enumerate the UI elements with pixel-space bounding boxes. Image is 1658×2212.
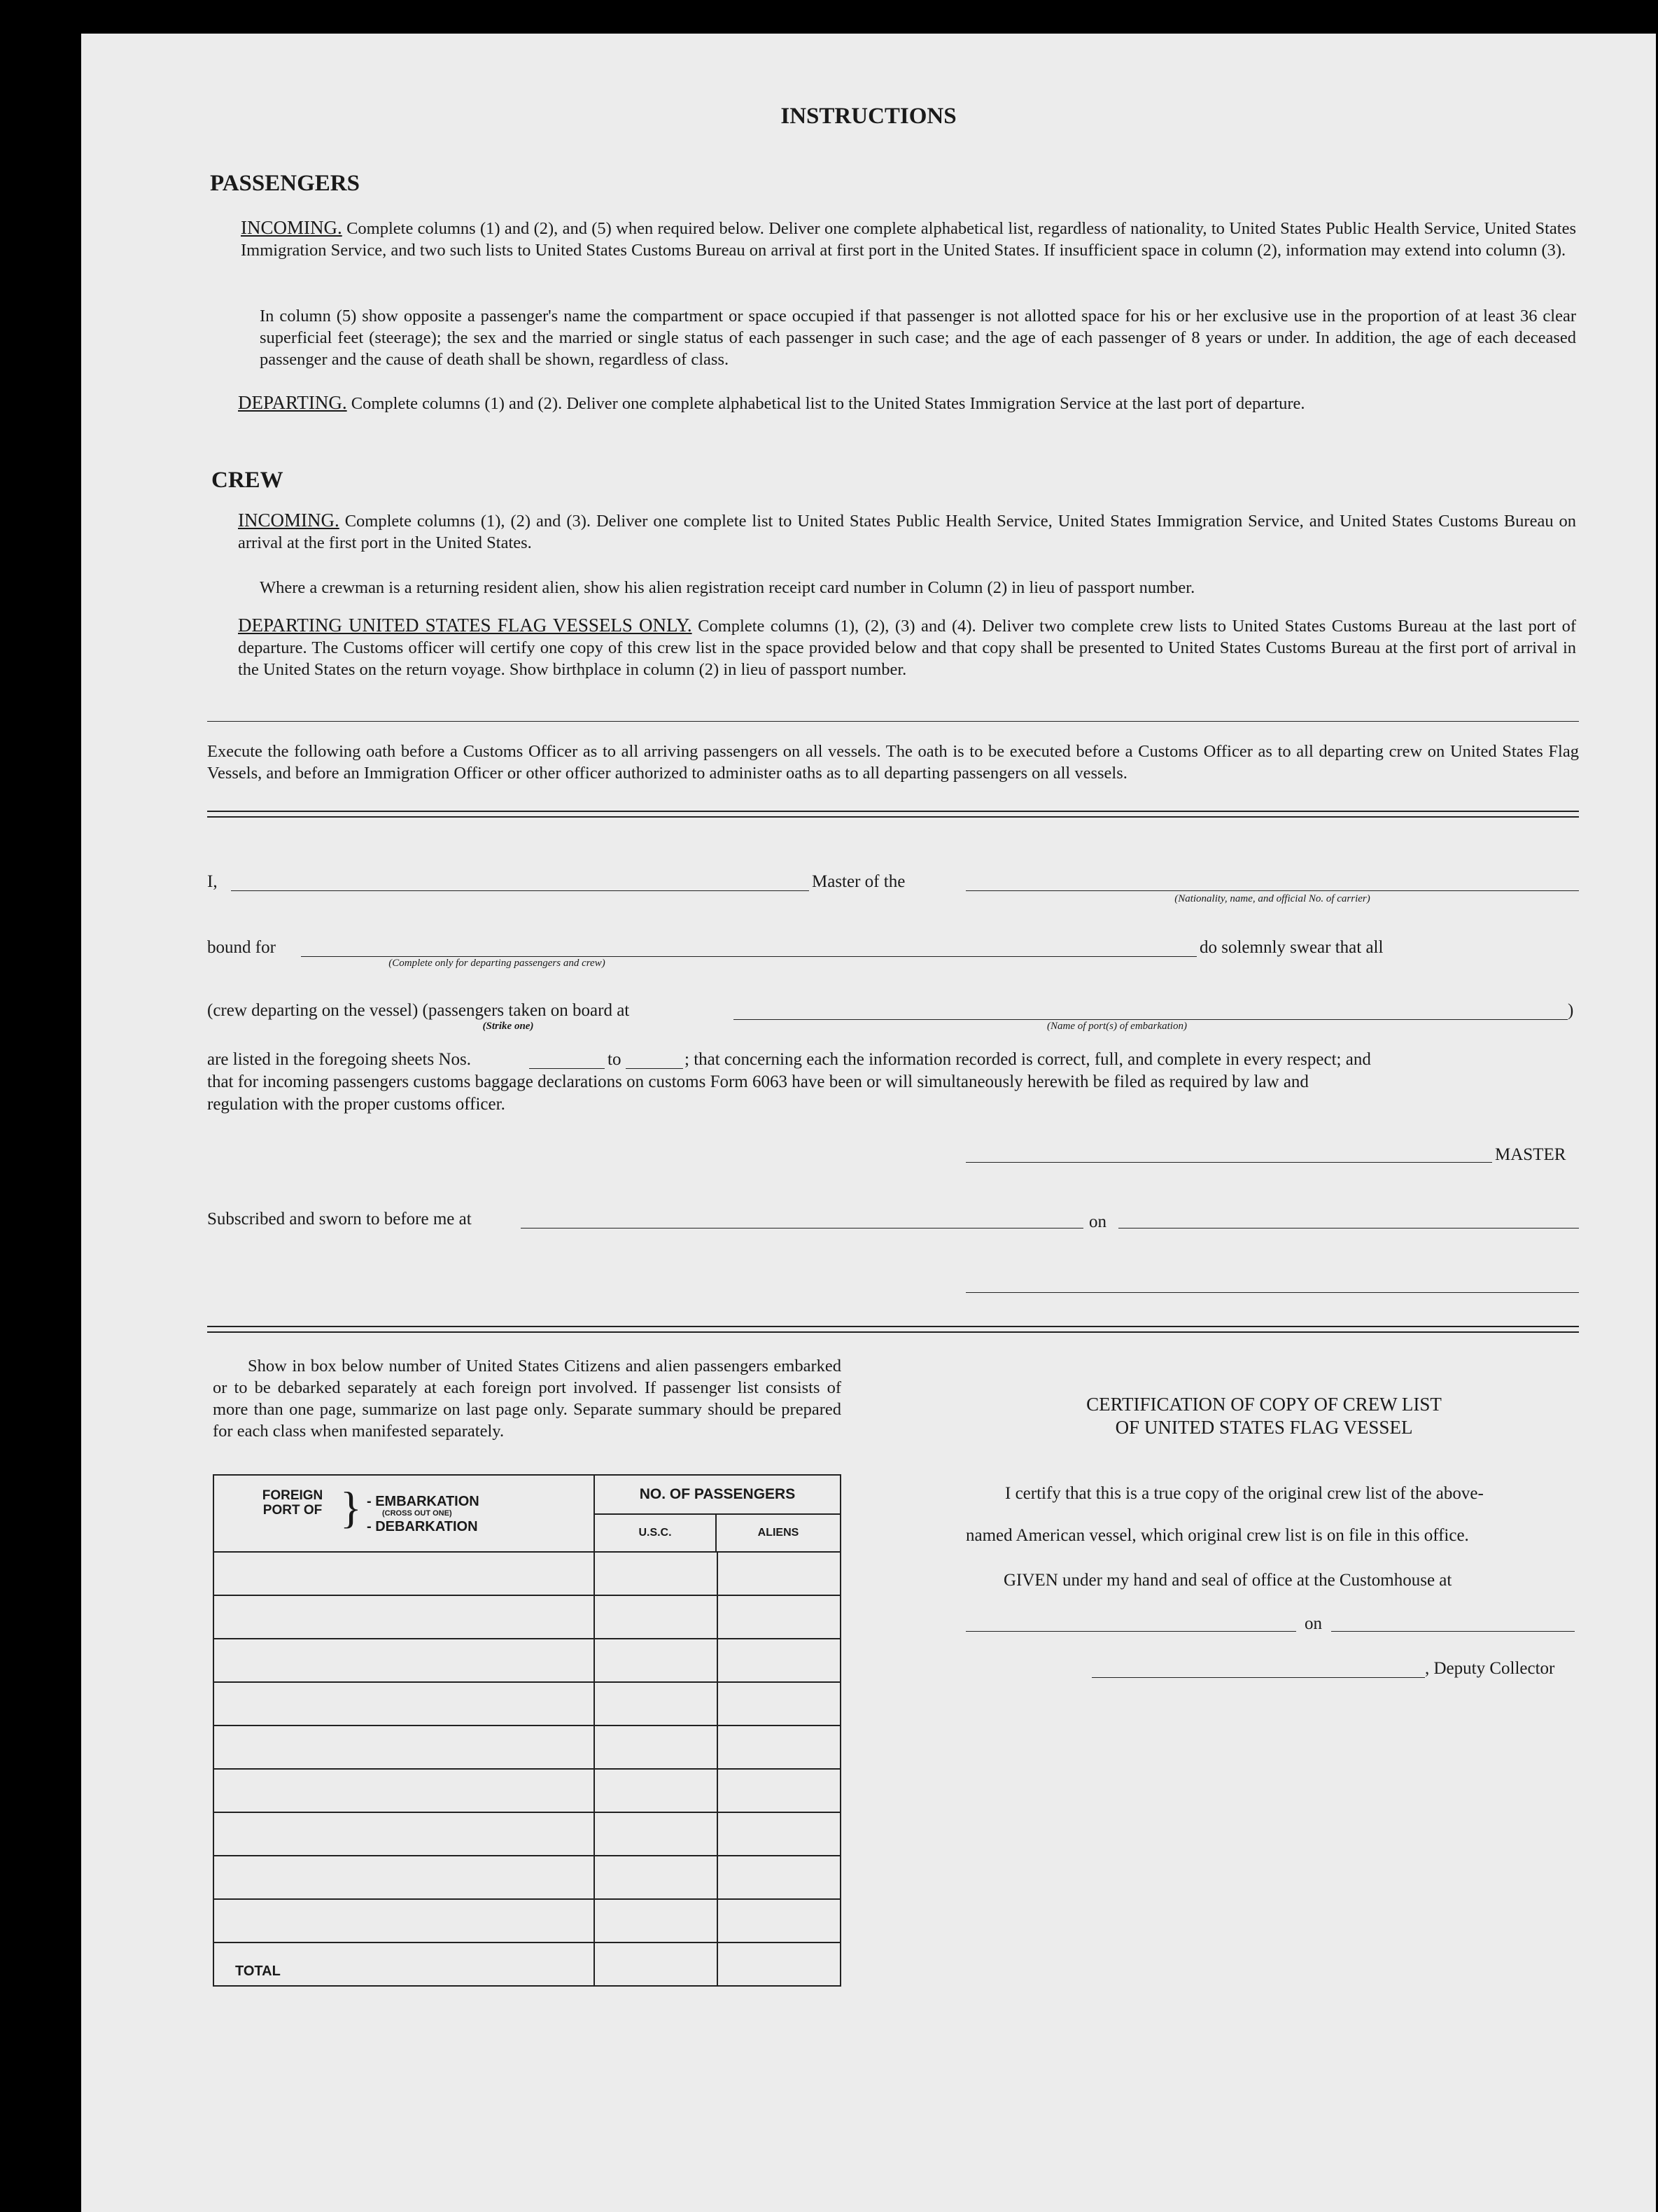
page-title: INSTRUCTIONS bbox=[780, 104, 957, 129]
double-divider-2 bbox=[207, 1326, 1579, 1333]
certification-title-line1: CERTIFICATION OF COPY OF CREW LIST bbox=[1086, 1394, 1442, 1415]
oath-i-label: I, bbox=[207, 872, 218, 891]
bound-for-label: bound for bbox=[207, 938, 276, 957]
listed-line3: regulation with the proper customs officer. bbox=[207, 1095, 505, 1114]
aliens-label: ALIENS bbox=[757, 1527, 799, 1539]
swear-label: do solemnly swear that all bbox=[1200, 938, 1384, 957]
customhouse-line[interactable] bbox=[966, 1631, 1296, 1632]
bound-for-caption: (Complete only for departing passengers and crew) bbox=[388, 958, 605, 969]
bound-for-line[interactable] bbox=[301, 956, 1197, 957]
master-signature-line[interactable] bbox=[966, 1162, 1492, 1163]
certify-line1: I certify that this is a true copy of the original crew list of the above- bbox=[1005, 1484, 1484, 1503]
passengers-heading: PASSENGERS bbox=[210, 171, 360, 196]
usc-label: U.S.C. bbox=[595, 1515, 717, 1551]
master-name-line[interactable] bbox=[231, 890, 809, 891]
certification-title bbox=[949, 1393, 1579, 1439]
listed-label-a: are listed in the foregoing sheets Nos. bbox=[207, 1050, 471, 1069]
crew-passengers-label: (crew departing on the vessel) (passengers taken on board at bbox=[207, 1001, 630, 1020]
embarkation-line[interactable] bbox=[733, 1019, 1568, 1020]
port-header-cell bbox=[213, 1475, 594, 1552]
oath-intro: Execute the following oath before a Customs Officer as to all arriving passengers on all vessels. The oath is to be executed before a Customs Officer as to all departing crew on United States Flag Vessels, and before an Immigration Officer or other officer authorized to administer oaths as to all departing passengers on all vessels. bbox=[207, 742, 1579, 783]
close-paren: ) bbox=[1568, 1001, 1574, 1020]
table-row[interactable] bbox=[213, 1639, 841, 1682]
no-passengers-label: NO. OF PASSENGERS bbox=[595, 1476, 840, 1515]
crew-incoming bbox=[238, 510, 1576, 554]
passengers-departing-text: Complete columns (1) and (2). Deliver one complete alphabetical list to the United States Immigration Service at the last port of departure. bbox=[351, 394, 1305, 413]
carrier-line[interactable] bbox=[966, 890, 1579, 891]
foreign-port-of: FOREIGN PORT OF bbox=[262, 1488, 323, 1518]
passengers-incoming bbox=[241, 217, 1576, 261]
crew-resident: Where a crewman is a returning resident alien, show his alien registration receipt card number in Column (2) in lieu of passport number. bbox=[260, 578, 1195, 597]
given-on-label: on bbox=[1305, 1614, 1322, 1633]
certification-title-line2: OF UNITED STATES FLAG VESSEL bbox=[1115, 1417, 1413, 1438]
certify-line2: named American vessel, which original crew list is on file in this office. bbox=[966, 1526, 1469, 1545]
total-label: TOTAL bbox=[213, 1942, 594, 1986]
crew-departing-text: Complete columns (1), (2), (3) and (4). Deliver two complete crew lists to United States Customs Bureau at the last port of departure. The Customs officer will certify one copy of this crew list in the space provided below and that copy shall be presented to United States Customs Bureau at the first port of arrival in the United States on the return voyage. Show birthplace in column (2) in lieu of passport number. bbox=[238, 617, 1576, 679]
listed-to-label: to bbox=[607, 1050, 621, 1069]
passengers-incoming-text: Complete columns (1) and (2), and (5) when required below. Deliver one complete alphabetical list, regardless of nationality, to United States Public Health Service, United States Immigration Service, and two such lists to United States Customs Bureau on arrival at first port in the United States. If insufficient space in column (2), information may extend into column (3). bbox=[241, 219, 1576, 260]
table-row[interactable] bbox=[213, 1726, 841, 1769]
cross-out-one: (CROSS OUT ONE) bbox=[382, 1509, 452, 1518]
sheet-from-line[interactable] bbox=[529, 1068, 605, 1069]
passengers-departing bbox=[238, 392, 1576, 414]
embarkation-caption: (Name of port(s) of embarkation) bbox=[1047, 1021, 1187, 1032]
master-of-label: Master of the bbox=[812, 872, 906, 891]
table-row[interactable] bbox=[213, 1899, 841, 1942]
given-date-line[interactable] bbox=[1331, 1631, 1575, 1632]
brace-icon: } bbox=[340, 1483, 362, 1532]
document-page bbox=[81, 34, 1656, 2212]
crew-incoming-text: Complete columns (1), (2) and (3). Deliver one complete list to United States Public Health Service, United States Immigration Service, and United States Customs Bureau on arrival at the first port in the United States. bbox=[238, 512, 1577, 552]
subscribed-label: Subscribed and sworn to before me at bbox=[207, 1210, 472, 1228]
sheet-to-line[interactable] bbox=[626, 1068, 683, 1069]
master-label: MASTER bbox=[1495, 1145, 1566, 1164]
crew-departing-lead: DEPARTING UNITED STATES FLAG VESSELS ONLY. bbox=[238, 615, 692, 636]
crew-incoming-lead: INCOMING. bbox=[238, 510, 339, 531]
summary-instructions: Show in box below number of United States Citizens and alien passengers embarked or to be debarked separately at each foreign port involved. If passenger list consists of more than one page, summarize on last page only. Separate summary should be prepared for each class when manifested separately. bbox=[213, 1357, 841, 1441]
crew-departing bbox=[238, 615, 1576, 680]
listed-label-b: ; that concerning each the information recorded is correct, full, and complete in every respect; and bbox=[684, 1050, 1371, 1069]
table-row[interactable] bbox=[213, 1856, 841, 1899]
debarkation-label: - DEBARKATION bbox=[367, 1519, 478, 1534]
subscribed-on-label: on bbox=[1089, 1212, 1106, 1231]
passenger-summary-table bbox=[213, 1474, 841, 1987]
table-row[interactable] bbox=[213, 1769, 841, 1812]
total-row[interactable] bbox=[213, 1942, 841, 1986]
passengers-column5: In column (5) show opposite a passenger's name the compartment or space occupied if that passenger is not allotted space for his or her exclusive use in the proportion of at least 36 clear superficial feet (steerage); the sex and the married or single status of each passenger in such case; and the age of each passenger of 8 years or under. In addition, the age of each deceased passenger and the cause of death shall be shown, regardless of class. bbox=[260, 307, 1576, 369]
passengers-incoming-lead: INCOMING. bbox=[241, 217, 342, 238]
given-label: GIVEN under my hand and seal of office at the Customhouse at bbox=[1004, 1571, 1452, 1590]
double-divider bbox=[207, 811, 1579, 818]
table-row[interactable] bbox=[213, 1812, 841, 1856]
officer-signature-line[interactable] bbox=[966, 1292, 1579, 1293]
passengers-departing-lead: DEPARTING. bbox=[238, 392, 347, 413]
table-row[interactable] bbox=[213, 1552, 841, 1595]
strike-one-caption: (Strike one) bbox=[482, 1021, 534, 1032]
carrier-caption: (Nationality, name, and official No. of carrier) bbox=[1174, 893, 1370, 904]
listed-line2: that for incoming passengers customs baggage declarations on customs Form 6063 have been or will simultaneously herewith be filed as required by law and bbox=[207, 1072, 1309, 1091]
embarkation-label: - EMBARKATION bbox=[367, 1494, 479, 1509]
table-row[interactable] bbox=[213, 1595, 841, 1639]
no-passengers-header bbox=[594, 1475, 841, 1552]
deputy-signature-line[interactable] bbox=[1092, 1677, 1425, 1678]
divider bbox=[207, 721, 1579, 722]
table-row[interactable] bbox=[213, 1682, 841, 1726]
crew-heading: CREW bbox=[211, 468, 283, 493]
deputy-label: , Deputy Collector bbox=[1425, 1659, 1555, 1678]
